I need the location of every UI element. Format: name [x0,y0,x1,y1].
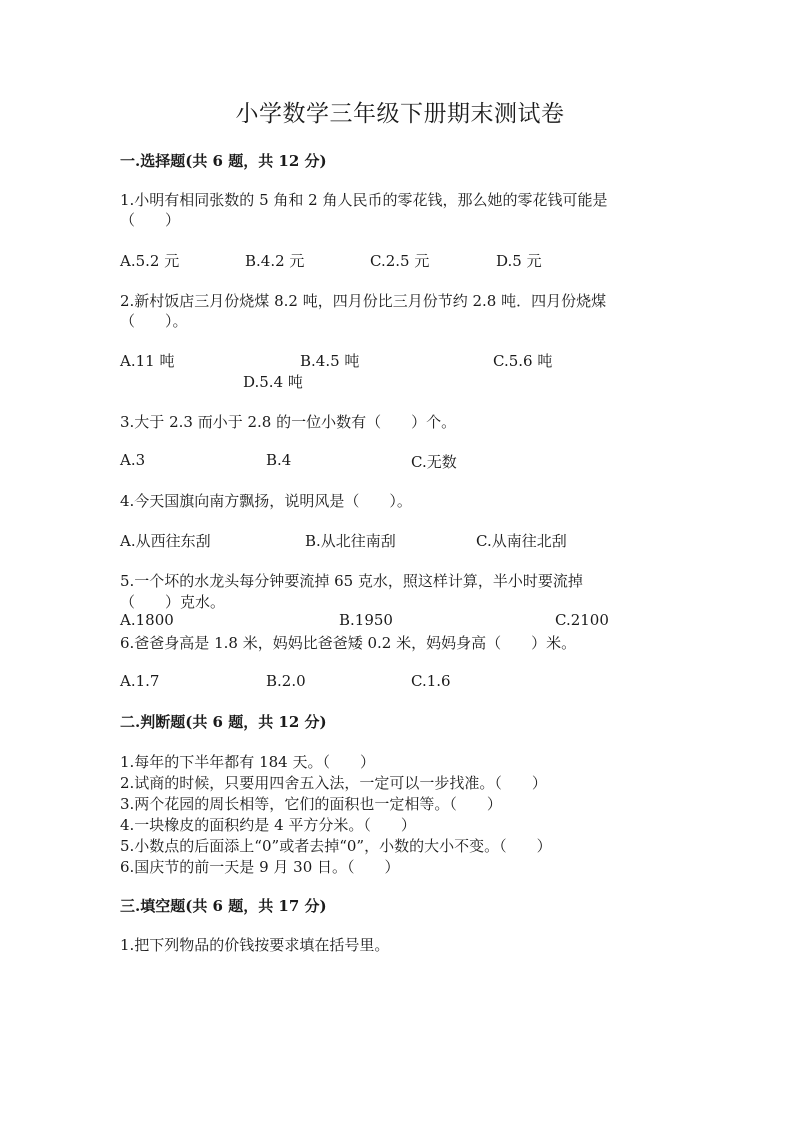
q1-option-d: D.5 元 [496,252,542,270]
question-5-blank: （ ）克水。 [120,593,226,611]
judge-item-6: 6.国庆节的前一天是 9 月 30 日。（ ） [120,858,400,876]
question-1-text: 1.小明有相同张数的 5 角和 2 角人民币的零花钱，那么她的零花钱可能是 [120,191,608,209]
section-heading-choice: 一.选择题(共 6 题，共 12 分) [120,152,327,170]
question-4-text: 4.今天国旗向南方飘扬，说明风是（ ）。 [120,492,412,510]
question-2-text: 2.新村饭店三月份烧煤 8.2 吨，四月份比三月份节约 2.8 吨．四月份烧煤 [120,292,607,310]
q2-option-d: D.5.4 吨 [243,373,303,391]
q3-option-b: B.4 [266,451,292,469]
q2-option-b: B.4.5 吨 [300,352,360,370]
q1-option-b: B.4.2 元 [245,252,305,270]
q4-option-a: A.从西往东刮 [120,532,211,550]
judge-item-5: 5.小数点的后面添上“0”或者去掉“0”，小数的大小不变。（ ） [120,837,552,855]
q3-option-c: C.无数 [411,453,457,471]
section-heading-fill: 三.填空题(共 6 题，共 17 分) [120,897,327,915]
question-3-text: 3.大于 2.3 而小于 2.8 的一位小数有（ ）个。 [120,413,457,431]
question-1-blank: （ ） [120,211,181,229]
q2-option-a: A.11 吨 [120,352,175,370]
judge-item-4: 4.一块橡皮的面积约是 4 平方分米。（ ） [120,816,416,834]
fill-question-1: 1.把下列物品的价钱按要求填在括号里。 [120,936,390,954]
page-title: 小学数学三年级下册期末测试卷 [235,101,565,127]
q3-option-a: A.3 [120,451,146,469]
q4-option-b: B.从北往南刮 [305,532,396,550]
q1-option-c: C.2.5 元 [370,252,430,270]
section-heading-judge: 二.判断题(共 6 题，共 12 分) [120,713,327,731]
q6-option-b: B.2.0 [266,672,306,690]
q4-option-c: C.从南往北刮 [476,532,567,550]
question-2-blank: （ ）。 [120,312,188,330]
q5-option-c: C.2100 [555,611,609,629]
q6-option-c: C.1.6 [411,672,451,690]
q2-option-c: C.5.6 吨 [493,352,553,370]
q6-option-a: A.1.7 [120,672,160,690]
question-5-text: 5.一个坏的水龙头每分钟要流掉 65 克水，照这样计算，半小时要流掉 [120,572,583,590]
q1-option-a: A.5.2 元 [120,252,180,270]
question-6-text: 6.爸爸身高是 1.8 米，妈妈比爸爸矮 0.2 米，妈妈身高（ ）米。 [120,634,577,652]
judge-item-2: 2.试商的时候，只要用四舍五入法，一定可以一步找准。（ ） [120,774,547,792]
judge-item-3: 3.两个花园的周长相等，它们的面积也一定相等。（ ） [120,795,502,813]
judge-item-1: 1.每年的下半年都有 184 天。（ ） [120,753,375,771]
q5-option-a: A.1800 [120,611,174,629]
q5-option-b: B.1950 [339,611,393,629]
